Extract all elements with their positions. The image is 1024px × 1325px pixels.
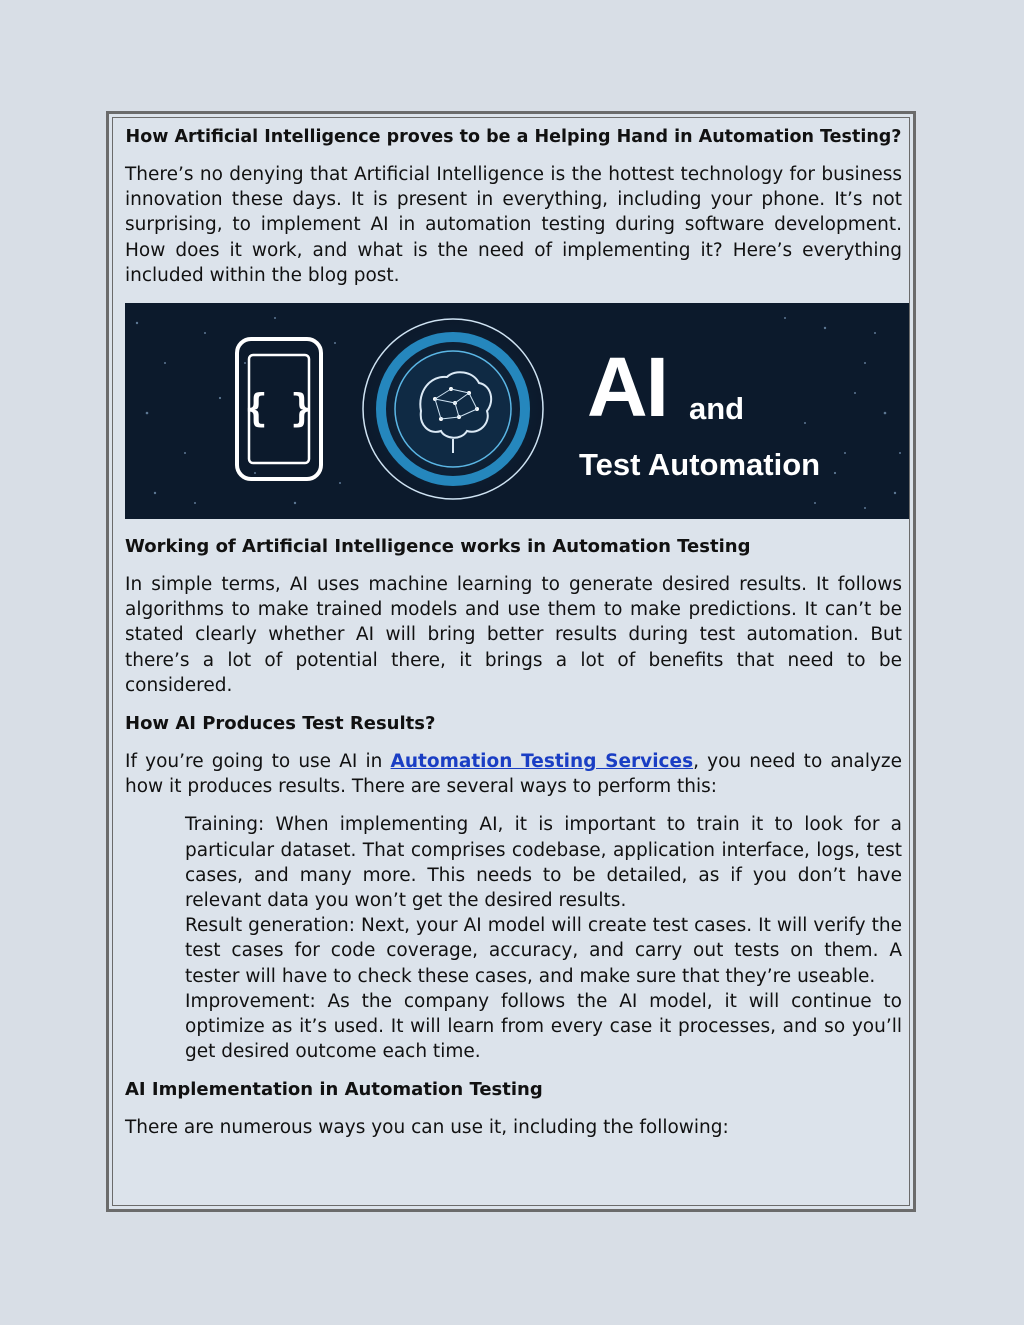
section-body-working: In simple terms, AI uses machine learning to generate desired results. It follows algorithms to make trained models and use them to make predictions. It can’t be stated clearly whether AI will bring better results during test automation. But there’s a lot of potential there, it brings a lot of benefits that need to be considered. [125,574,902,696]
list-item-result-generation: Result generation: Next, your AI model will create test cases. It will verify the test cases for code coverage, accuracy, and carry out tests on them. A tester will have to check these cases, and make sure that they’re useable. [185,915,902,987]
brain-circuit-icon [359,315,547,503]
banner-and-text: and [689,391,745,427]
document-page [106,111,916,1212]
banner-image [125,303,909,519]
section-body-produces [125,749,902,799]
section-body-implementation: There are numerous ways you can use it, including the following: [125,1117,729,1139]
document-content [112,117,910,1206]
section-heading-produces: How AI Produces Test Results? [125,713,436,735]
svg-text:{ }: { } [244,386,314,431]
section-heading-working: Working of Artificial Intelligence works in Automation Testing [125,536,751,558]
results-list [185,812,902,1064]
banner-graphic [125,303,909,519]
automation-testing-services-link[interactable]: Automation Testing Services [390,751,694,773]
intro-paragraph: There’s no denying that Artificial Intelligence is the hottest technology for business innovation these days. It is present in everything, including your phone. It’s not surprising, to implement AI in automation testing during software development. How does it work, and what is the need of implementing it? Here’s everything included within the blog post. [125,164,902,286]
section-heading-implementation: AI Implementation in Automation Testing [125,1079,543,1101]
banner-ai-text: AI [587,340,667,435]
banner-subtitle: Test Automation [579,447,821,483]
produces-text-before-link: If you’re going to use AI in [125,751,391,773]
list-item-improvement: Improvement: As the company follows the AI model, it will continue to optimize as it’s used. It will learn from every case it processes, and so you’ll get desired outcome each time. [185,990,902,1063]
code-braces-phone-icon [237,339,321,479]
produces-text-after-link: , you need to analyze how it produces results. There are several ways to perform this: [125,751,902,798]
document-title: How Artificial Intelligence proves to be a Helping Hand in Automation Testing? [125,127,902,147]
list-item-training: Training: When implementing AI, it is important to train it to look for a particular dataset. That comprises codebase, application interface, logs, test cases, and many more. This needs to be detailed, as if you don’t have relevant data you won’t get the desired results. [185,814,902,912]
